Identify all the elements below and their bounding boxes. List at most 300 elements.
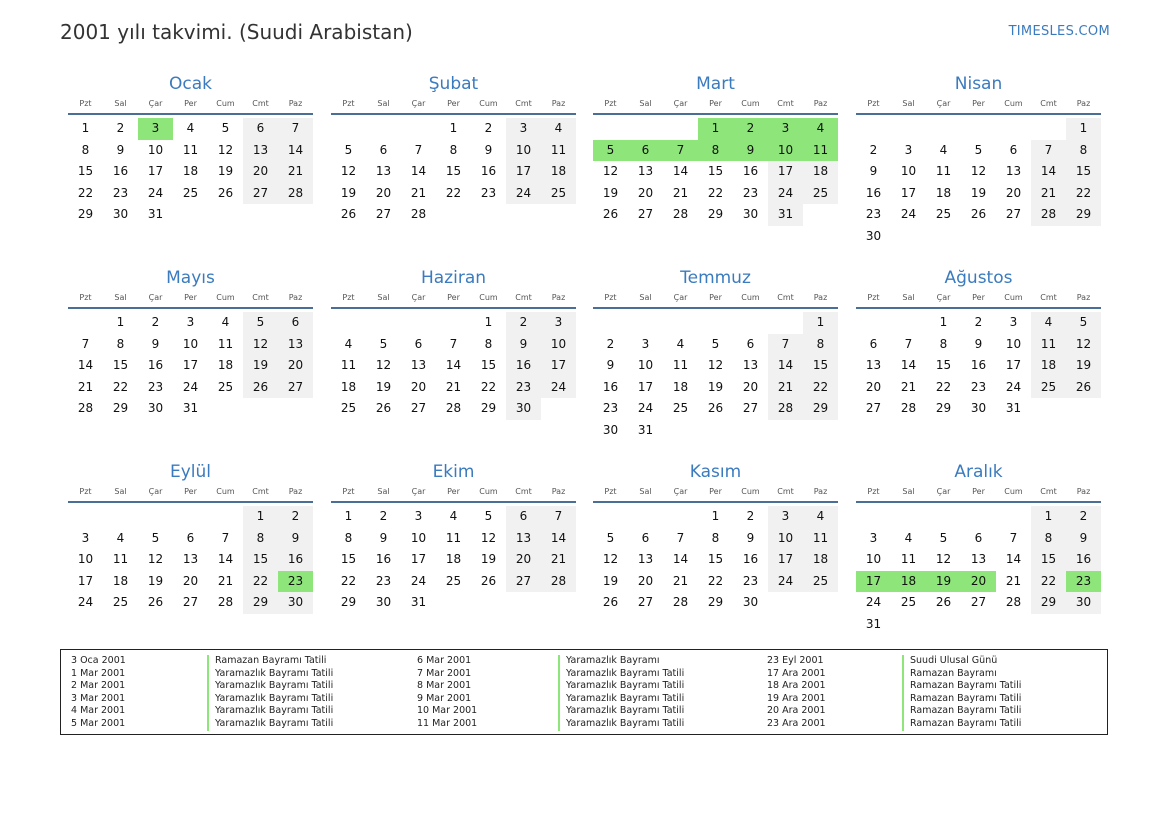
day-cell: 1 <box>484 315 493 329</box>
weekday-label: Cum <box>216 487 235 496</box>
day-cell: 19 <box>340 185 357 200</box>
day-cell: 4 <box>186 121 195 135</box>
month-block <box>68 461 313 614</box>
day-cell: 16 <box>480 164 497 179</box>
day-grid <box>856 118 1101 248</box>
day-cell: 25 <box>182 185 199 200</box>
day-cell: 14 <box>900 358 917 373</box>
day-cell: 30 <box>1066 592 1101 614</box>
weekday-label: Pzt <box>79 487 92 496</box>
empty-cell <box>366 118 401 140</box>
day-cell: 23 <box>480 185 497 200</box>
weekday-label: Per <box>184 99 197 108</box>
day-cell: 17 <box>410 552 427 567</box>
day-cell: 25 <box>1031 377 1066 399</box>
weekday-label: Çar <box>148 487 163 496</box>
weekday-label: Paz <box>288 293 303 302</box>
day-cell: 4 <box>904 530 913 545</box>
day-cell: 4 <box>676 336 685 351</box>
weekday-label: Cum <box>1004 487 1023 496</box>
weekday-label: Çar <box>936 293 951 302</box>
weekday-label: Per <box>447 99 460 108</box>
empty-cell <box>961 506 996 528</box>
day-cell: 16 <box>742 552 759 567</box>
day-cell: 31 <box>1005 401 1022 416</box>
day-cell: 5 <box>243 312 278 334</box>
empty-cell <box>891 506 926 528</box>
day-cell: 3 <box>541 312 576 334</box>
day-cell: 15 <box>243 549 278 571</box>
weekday-label: Paz <box>551 293 566 302</box>
day-cell: 25 <box>217 379 234 394</box>
day-cell: 9 <box>974 336 983 351</box>
day-cell: 20 <box>278 355 313 377</box>
day-cell: 28 <box>768 398 803 420</box>
day-cell: 20 <box>637 573 654 588</box>
day-cell: 14 <box>1005 552 1022 567</box>
day-cell: 19 <box>1066 355 1101 377</box>
day-cell: 17 <box>77 573 94 588</box>
weekday-label: Sal <box>639 99 652 108</box>
day-cell: 3 <box>414 509 423 523</box>
legend-date: 3 Mar 2001 <box>71 692 126 704</box>
legend-date-column-3 <box>767 655 826 731</box>
weekday-label: Çar <box>411 487 426 496</box>
day-cell: 11 <box>340 358 357 373</box>
weekday-label: Cmt <box>515 293 532 302</box>
day-cell: 1 <box>81 121 90 135</box>
day-cell: 12 <box>480 530 497 545</box>
day-cell: 12 <box>707 358 724 373</box>
weekday-label: Pzt <box>79 99 92 108</box>
month-block <box>331 73 576 226</box>
day-cell: 27 <box>970 595 987 610</box>
day-cell: 10 <box>637 358 654 373</box>
day-cell: 15 <box>480 358 497 373</box>
legend-date: 9 Mar 2001 <box>417 692 472 704</box>
day-cell: 22 <box>707 573 724 588</box>
day-cell: 28 <box>217 595 234 610</box>
weekday-label: Cum <box>479 293 498 302</box>
legend-date: 6 Mar 2001 <box>417 655 472 666</box>
day-cell: 16 <box>278 549 313 571</box>
day-cell: 8 <box>484 336 493 351</box>
day-cell: 7 <box>768 334 803 356</box>
empty-cell <box>628 312 663 334</box>
day-cell: 1 <box>711 509 720 523</box>
day-cell: 30 <box>742 207 759 222</box>
day-cell: 13 <box>865 358 882 373</box>
weekday-label: Sal <box>639 293 652 302</box>
day-cell: 27 <box>243 183 278 205</box>
day-grid <box>593 118 838 226</box>
day-cell: 16 <box>1066 549 1101 571</box>
day-cell: 30 <box>375 595 392 610</box>
holiday-day-cell: 18 <box>891 571 926 593</box>
day-cell: 15 <box>707 164 724 179</box>
day-cell: 13 <box>182 552 199 567</box>
weekday-label: Pzt <box>342 99 355 108</box>
day-cell: 6 <box>186 530 195 545</box>
day-cell: 23 <box>506 377 541 399</box>
day-cell: 31 <box>410 595 427 610</box>
day-cell: 22 <box>1031 571 1066 593</box>
empty-cell <box>401 118 436 140</box>
weekday-header <box>593 97 838 115</box>
weekday-label: Pzt <box>867 487 880 496</box>
weekday-label: Pzt <box>604 99 617 108</box>
weekday-label: Çar <box>673 293 688 302</box>
legend-holiday-name: Yaramazlık Bayramı Tatili <box>558 668 684 681</box>
day-cell: 24 <box>768 183 803 205</box>
day-cell: 3 <box>81 530 90 545</box>
day-cell: 2 <box>974 315 983 329</box>
weekday-label: Çar <box>936 487 951 496</box>
month-name: Ağustos <box>944 268 1013 288</box>
empty-cell <box>103 506 138 528</box>
day-cell: 4 <box>344 336 353 351</box>
month-block <box>331 461 576 614</box>
day-cell: 21 <box>768 377 803 399</box>
day-cell: 22 <box>935 379 952 394</box>
weekday-label: Sal <box>902 293 915 302</box>
day-cell: 31 <box>182 401 199 416</box>
day-cell: 10 <box>768 528 803 550</box>
day-cell: 8 <box>1031 528 1066 550</box>
day-cell: 13 <box>506 528 541 550</box>
day-cell: 26 <box>935 595 952 610</box>
day-cell: 24 <box>768 571 803 593</box>
day-cell: 25 <box>935 207 952 222</box>
empty-cell <box>961 118 996 140</box>
day-cell: 15 <box>935 358 952 373</box>
day-cell: 28 <box>77 401 94 416</box>
day-cell: 12 <box>602 552 619 567</box>
day-cell: 7 <box>904 336 913 351</box>
day-cell: 29 <box>77 207 94 222</box>
day-cell: 26 <box>147 595 164 610</box>
day-cell: 22 <box>112 379 129 394</box>
empty-cell <box>401 312 436 334</box>
day-cell: 7 <box>541 506 576 528</box>
day-cell: 6 <box>869 336 878 351</box>
day-cell: 24 <box>147 185 164 200</box>
holiday-day-cell: 23 <box>1066 571 1101 593</box>
day-cell: 20 <box>506 549 541 571</box>
legend-date: 5 Mar 2001 <box>71 717 126 729</box>
weekday-label: Paz <box>551 99 566 108</box>
day-cell: 18 <box>340 379 357 394</box>
day-cell: 12 <box>340 164 357 179</box>
legend-holiday-name: Yaramazlık Bayramı Tatili <box>558 718 684 731</box>
weekday-label: Pzt <box>604 293 617 302</box>
day-cell: 23 <box>865 207 882 222</box>
page-title: 2001 yılı takvimi. (Suudi Arabistan) <box>60 20 413 44</box>
weekday-label: Cum <box>216 99 235 108</box>
day-cell: 20 <box>1005 185 1022 200</box>
site-link[interactable]: TIMESLES.COM <box>1008 24 1110 39</box>
empty-cell <box>208 506 243 528</box>
day-cell: 27 <box>637 595 654 610</box>
day-cell: 25 <box>541 183 576 205</box>
day-cell: 25 <box>445 573 462 588</box>
day-cell: 16 <box>602 379 619 394</box>
day-cell: 18 <box>803 161 838 183</box>
day-cell: 13 <box>410 358 427 373</box>
holiday-day-cell: 23 <box>278 571 313 593</box>
empty-cell <box>593 312 628 334</box>
weekday-label: Cum <box>479 99 498 108</box>
day-cell: 13 <box>970 552 987 567</box>
weekday-label: Sal <box>902 487 915 496</box>
day-cell: 5 <box>606 530 615 545</box>
day-cell: 11 <box>672 358 689 373</box>
day-cell: 9 <box>151 336 160 351</box>
day-cell: 11 <box>803 528 838 550</box>
day-cell: 15 <box>77 164 94 179</box>
empty-cell <box>733 312 768 334</box>
day-cell: 17 <box>147 164 164 179</box>
day-cell: 1 <box>344 509 353 523</box>
day-cell: 11 <box>541 140 576 162</box>
day-cell: 14 <box>445 358 462 373</box>
legend-holiday-name: Yaramazlık Bayramı Tatili <box>558 705 684 718</box>
empty-cell <box>436 312 471 334</box>
weekday-label: Cmt <box>777 99 794 108</box>
day-cell: 26 <box>375 401 392 416</box>
holiday-day-cell: 3 <box>768 118 803 140</box>
weekday-label: Per <box>184 293 197 302</box>
day-cell: 20 <box>637 185 654 200</box>
day-cell: 27 <box>278 377 313 399</box>
empty-cell <box>68 506 103 528</box>
weekday-label: Per <box>447 293 460 302</box>
day-cell: 29 <box>340 595 357 610</box>
holiday-day-cell: 10 <box>768 140 803 162</box>
day-cell: 1 <box>449 121 458 135</box>
weekday-label: Sal <box>114 293 127 302</box>
day-cell: 4 <box>803 506 838 528</box>
day-cell: 8 <box>939 336 948 351</box>
day-cell: 11 <box>182 142 199 157</box>
weekday-label: Cum <box>1004 99 1023 108</box>
day-cell: 10 <box>541 334 576 356</box>
legend-date: 23 Eyl 2001 <box>767 655 824 666</box>
day-cell: 18 <box>672 379 689 394</box>
day-cell: 26 <box>340 207 357 222</box>
weekday-label: Per <box>447 487 460 496</box>
day-cell: 1 <box>939 315 948 329</box>
day-cell: 7 <box>449 336 458 351</box>
weekday-label: Çar <box>673 99 688 108</box>
weekday-label: Cmt <box>1040 487 1057 496</box>
day-cell: 22 <box>340 573 357 588</box>
weekday-header <box>593 485 838 503</box>
day-grid <box>593 506 838 614</box>
day-cell: 9 <box>606 358 615 373</box>
holiday-day-cell: 3 <box>138 118 173 140</box>
weekday-label: Per <box>972 293 985 302</box>
day-cell: 10 <box>865 552 882 567</box>
weekday-label: Cmt <box>777 293 794 302</box>
day-cell: 29 <box>243 592 278 614</box>
holiday-day-cell: 17 <box>856 571 891 593</box>
day-cell: 29 <box>112 401 129 416</box>
day-cell: 28 <box>1005 595 1022 610</box>
day-cell: 12 <box>217 142 234 157</box>
holiday-day-cell: 7 <box>663 140 698 162</box>
day-cell: 12 <box>1066 334 1101 356</box>
month-block <box>593 461 838 614</box>
weekday-label: Çar <box>411 99 426 108</box>
day-cell: 8 <box>116 336 125 351</box>
legend-date: 4 Mar 2001 <box>71 705 126 717</box>
weekday-label: Cmt <box>1040 99 1057 108</box>
holiday-legend <box>60 649 1108 735</box>
day-cell: 21 <box>217 573 234 588</box>
legend-holiday-name: Ramazan Bayramı Tatili <box>902 693 1021 706</box>
weekday-label: Per <box>972 99 985 108</box>
holiday-day-cell: 20 <box>961 571 996 593</box>
day-cell: 30 <box>112 207 129 222</box>
day-cell: 25 <box>112 595 129 610</box>
weekday-label: Per <box>709 293 722 302</box>
day-cell: 14 <box>77 358 94 373</box>
day-cell: 9 <box>278 528 313 550</box>
day-cell: 14 <box>410 164 427 179</box>
day-cell: 22 <box>77 185 94 200</box>
day-cell: 27 <box>742 401 759 416</box>
day-cell: 20 <box>182 573 199 588</box>
weekday-label: Çar <box>411 293 426 302</box>
day-cell: 1 <box>1066 118 1101 140</box>
month-block <box>593 267 838 442</box>
day-cell: 29 <box>480 401 497 416</box>
day-cell: 13 <box>243 140 278 162</box>
weekday-label: Cum <box>741 99 760 108</box>
day-cell: 23 <box>742 185 759 200</box>
legend-holiday-name: Ramazan Bayramı Tatili <box>902 718 1021 731</box>
day-cell: 22 <box>445 185 462 200</box>
day-cell: 6 <box>1009 142 1018 157</box>
day-cell: 24 <box>182 379 199 394</box>
legend-holiday-name: Yaramazlık Bayramı Tatili <box>207 680 333 693</box>
holiday-day-cell: 1 <box>698 118 733 140</box>
day-cell: 23 <box>602 401 619 416</box>
day-cell: 21 <box>672 185 689 200</box>
legend-holiday-name: Yaramazlık Bayramı Tatili <box>558 693 684 706</box>
day-grid <box>68 312 313 420</box>
weekday-label: Per <box>709 99 722 108</box>
empty-cell <box>996 506 1031 528</box>
day-cell: 5 <box>221 121 230 135</box>
day-cell: 26 <box>970 207 987 222</box>
day-cell: 18 <box>803 549 838 571</box>
empty-cell <box>663 506 698 528</box>
day-cell: 3 <box>506 118 541 140</box>
month-block <box>856 461 1101 636</box>
day-cell: 14 <box>278 140 313 162</box>
month-block <box>856 73 1101 248</box>
day-cell: 5 <box>974 142 983 157</box>
holiday-day-cell: 2 <box>733 118 768 140</box>
day-cell: 3 <box>1009 315 1018 329</box>
day-grid <box>331 506 576 614</box>
day-cell: 31 <box>637 422 654 437</box>
day-cell: 25 <box>672 401 689 416</box>
day-cell: 16 <box>147 358 164 373</box>
empty-cell <box>663 312 698 334</box>
day-cell: 22 <box>243 571 278 593</box>
day-cell: 16 <box>506 355 541 377</box>
day-cell: 24 <box>410 573 427 588</box>
day-cell: 28 <box>1031 204 1066 226</box>
weekday-label: Çar <box>148 99 163 108</box>
day-cell: 18 <box>112 573 129 588</box>
day-cell: 21 <box>1005 573 1022 588</box>
legend-date: 8 Mar 2001 <box>417 680 472 692</box>
day-cell: 27 <box>182 595 199 610</box>
day-cell: 13 <box>1005 164 1022 179</box>
day-cell: 25 <box>900 595 917 610</box>
holiday-day-cell: 8 <box>698 140 733 162</box>
day-cell: 14 <box>217 552 234 567</box>
day-cell: 12 <box>935 552 952 567</box>
empty-cell <box>663 118 698 140</box>
day-cell: 10 <box>1005 336 1022 351</box>
empty-cell <box>628 118 663 140</box>
day-cell: 16 <box>970 358 987 373</box>
day-cell: 3 <box>904 142 913 157</box>
weekday-label: Sal <box>377 99 390 108</box>
day-cell: 26 <box>217 185 234 200</box>
day-cell: 26 <box>480 573 497 588</box>
weekday-label: Paz <box>551 487 566 496</box>
empty-cell <box>593 506 628 528</box>
month-name: Ekim <box>432 462 475 482</box>
day-cell: 10 <box>506 140 541 162</box>
day-cell: 4 <box>449 509 458 523</box>
day-cell: 17 <box>506 161 541 183</box>
day-cell: 17 <box>768 161 803 183</box>
legend-name-column-1 <box>207 655 333 731</box>
day-cell: 2 <box>506 312 541 334</box>
day-cell: 31 <box>768 204 803 226</box>
day-cell: 2 <box>746 509 755 523</box>
day-cell: 18 <box>541 161 576 183</box>
day-cell: 7 <box>81 336 90 351</box>
day-cell: 7 <box>1031 140 1066 162</box>
day-cell: 1 <box>116 315 125 329</box>
day-cell: 17 <box>1005 358 1022 373</box>
legend-holiday-name: Ramazan Bayramı Tatili <box>902 680 1021 693</box>
day-cell: 22 <box>1066 183 1101 205</box>
day-cell: 22 <box>480 379 497 394</box>
day-cell: 2 <box>484 121 493 135</box>
day-cell: 14 <box>541 528 576 550</box>
legend-date-column-1 <box>71 655 126 731</box>
legend-holiday-name: Yaramazlık Bayramı Tatili <box>207 668 333 681</box>
weekday-header <box>856 485 1101 503</box>
day-cell: 4 <box>939 142 948 157</box>
day-cell: 10 <box>900 164 917 179</box>
month-name: Eylül <box>169 462 212 482</box>
day-cell: 7 <box>221 530 230 545</box>
weekday-label: Cum <box>741 293 760 302</box>
legend-date: 23 Ara 2001 <box>767 717 826 729</box>
weekday-label: Çar <box>936 99 951 108</box>
day-cell: 23 <box>742 573 759 588</box>
